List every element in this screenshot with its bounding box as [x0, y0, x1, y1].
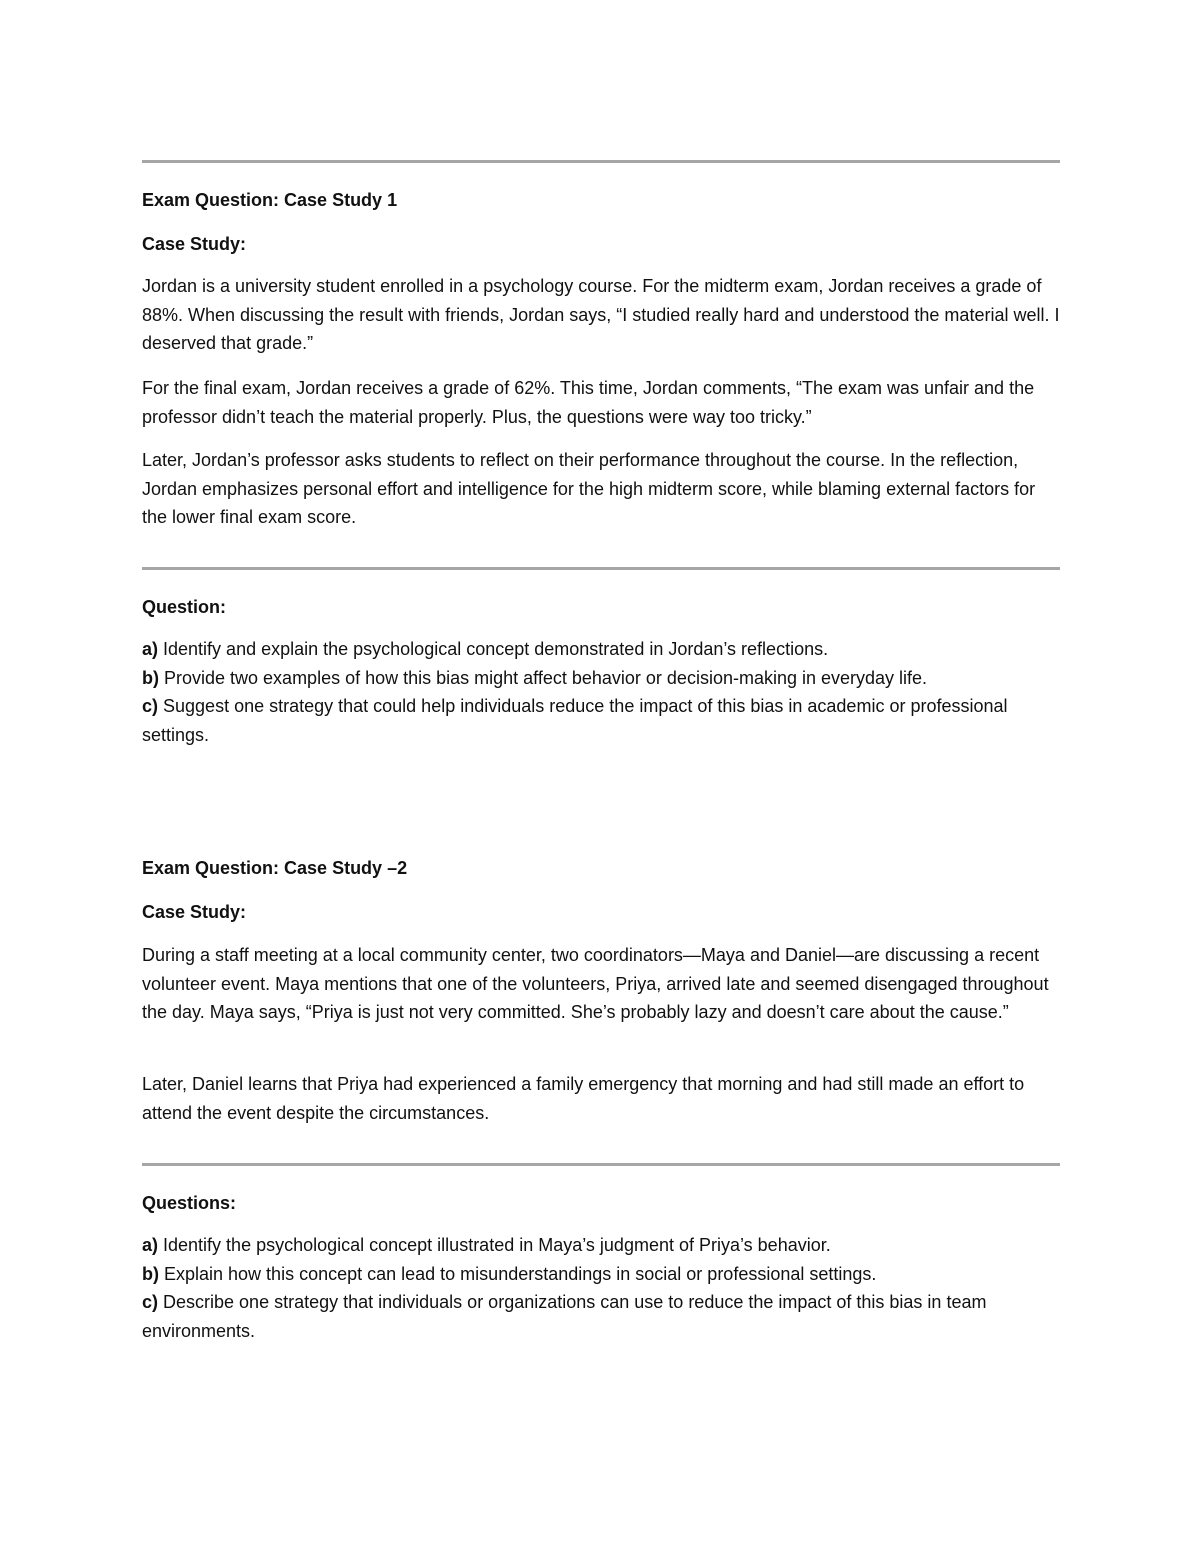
question-text: Suggest one strategy that could help individuals reduce the impact of this bias in academic or professional settings.	[142, 696, 1008, 745]
question-text: Provide two examples of how this bias might affect behavior or decision-making in everyday life.	[159, 667, 928, 688]
case2-question-c	[142, 1288, 1060, 1345]
case1-question-label-block	[142, 595, 1060, 619]
question-letter: a)	[142, 1235, 159, 1255]
case2-question-list	[142, 1231, 1060, 1345]
case1-question-a	[142, 635, 1060, 664]
case2-title-block	[142, 856, 1060, 880]
case1-paragraph-3-block	[142, 446, 1060, 532]
case2-paragraph: During a staff meeting at a local community center, two coordinators—Maya and Daniel—are discussing a recent volunteer event. Maya mentions that one of the volunteers, Priya, arrived late and seemed disengaged throughout the day. Maya says, “Priya is just not very committed. She’s probably lazy and doesn’t care about the cause.”	[142, 945, 1049, 1022]
case1-case-study-label: Case Study:	[142, 234, 247, 254]
question-letter: c)	[142, 1292, 159, 1312]
case1-case-label-block	[142, 232, 1060, 256]
case2-question-a	[142, 1231, 1060, 1260]
question-letter: c)	[142, 696, 159, 716]
case1-paragraph-2-block	[142, 374, 1060, 431]
case2-paragraph-1-block	[142, 941, 1060, 1027]
case1-paragraph: Jordan is a university student enrolled in a psychology course. For the midterm exam, Jordan receives a grade of 88%. When discussing the result with friends, Jordan says, “I studied really hard and understood the material well. I deserved that grade.”	[142, 276, 1060, 353]
question-text: Identify the psychological concept illustrated in Maya’s judgment of Priya’s behavior.	[158, 1235, 831, 1255]
question-letter: b)	[142, 667, 159, 688]
case1-question-list	[142, 635, 1060, 749]
case2-title: Exam Question: Case Study –2	[142, 858, 408, 878]
case2-paragraph: Later, Daniel learns that Priya had experienced a family emergency that morning and had still made an effort to attend the event despite the circumstances.	[142, 1074, 1025, 1123]
horizontal-rule	[142, 160, 1060, 163]
case2-question-label: Questions:	[142, 1193, 237, 1213]
case2-case-study-label: Case Study:	[142, 902, 247, 922]
case1-question-c	[142, 692, 1060, 749]
case1-paragraph-1-block	[142, 272, 1060, 358]
case1-question-label: Question:	[142, 597, 226, 617]
case1-question-b	[142, 664, 1060, 693]
question-text: Describe one strategy that individuals or organizations can use to reduce the impact of this bias in team environments.	[142, 1292, 987, 1341]
horizontal-rule	[142, 1163, 1060, 1166]
question-letter: b)	[142, 1263, 159, 1284]
case1-title: Exam Question: Case Study 1	[142, 190, 398, 210]
case2-question-b	[142, 1260, 1060, 1289]
case1-title-block	[142, 188, 1060, 212]
case2-case-label-block	[142, 900, 1060, 924]
question-letter: a)	[142, 639, 159, 659]
case2-question-label-block	[142, 1191, 1060, 1215]
question-text: Identify and explain the psychological concept demonstrated in Jordan’s reflections.	[158, 639, 829, 659]
case2-paragraph-2-block	[142, 1070, 1060, 1127]
case1-paragraph: For the final exam, Jordan receives a grade of 62%. This time, Jordan comments, “The exam was unfair and the professor didn’t teach the material properly. Plus, the questions were way too tricky.”	[142, 378, 1035, 427]
case1-paragraph: Later, Jordan’s professor asks students to reflect on their performance throughout the course. In the reflection, Jordan emphasizes personal effort and intelligence for the high midterm score, while blaming external factors for the lower final exam score.	[142, 450, 1036, 527]
question-text: Explain how this concept can lead to misunderstandings in social or professional settings.	[159, 1263, 877, 1284]
horizontal-rule	[142, 567, 1060, 570]
